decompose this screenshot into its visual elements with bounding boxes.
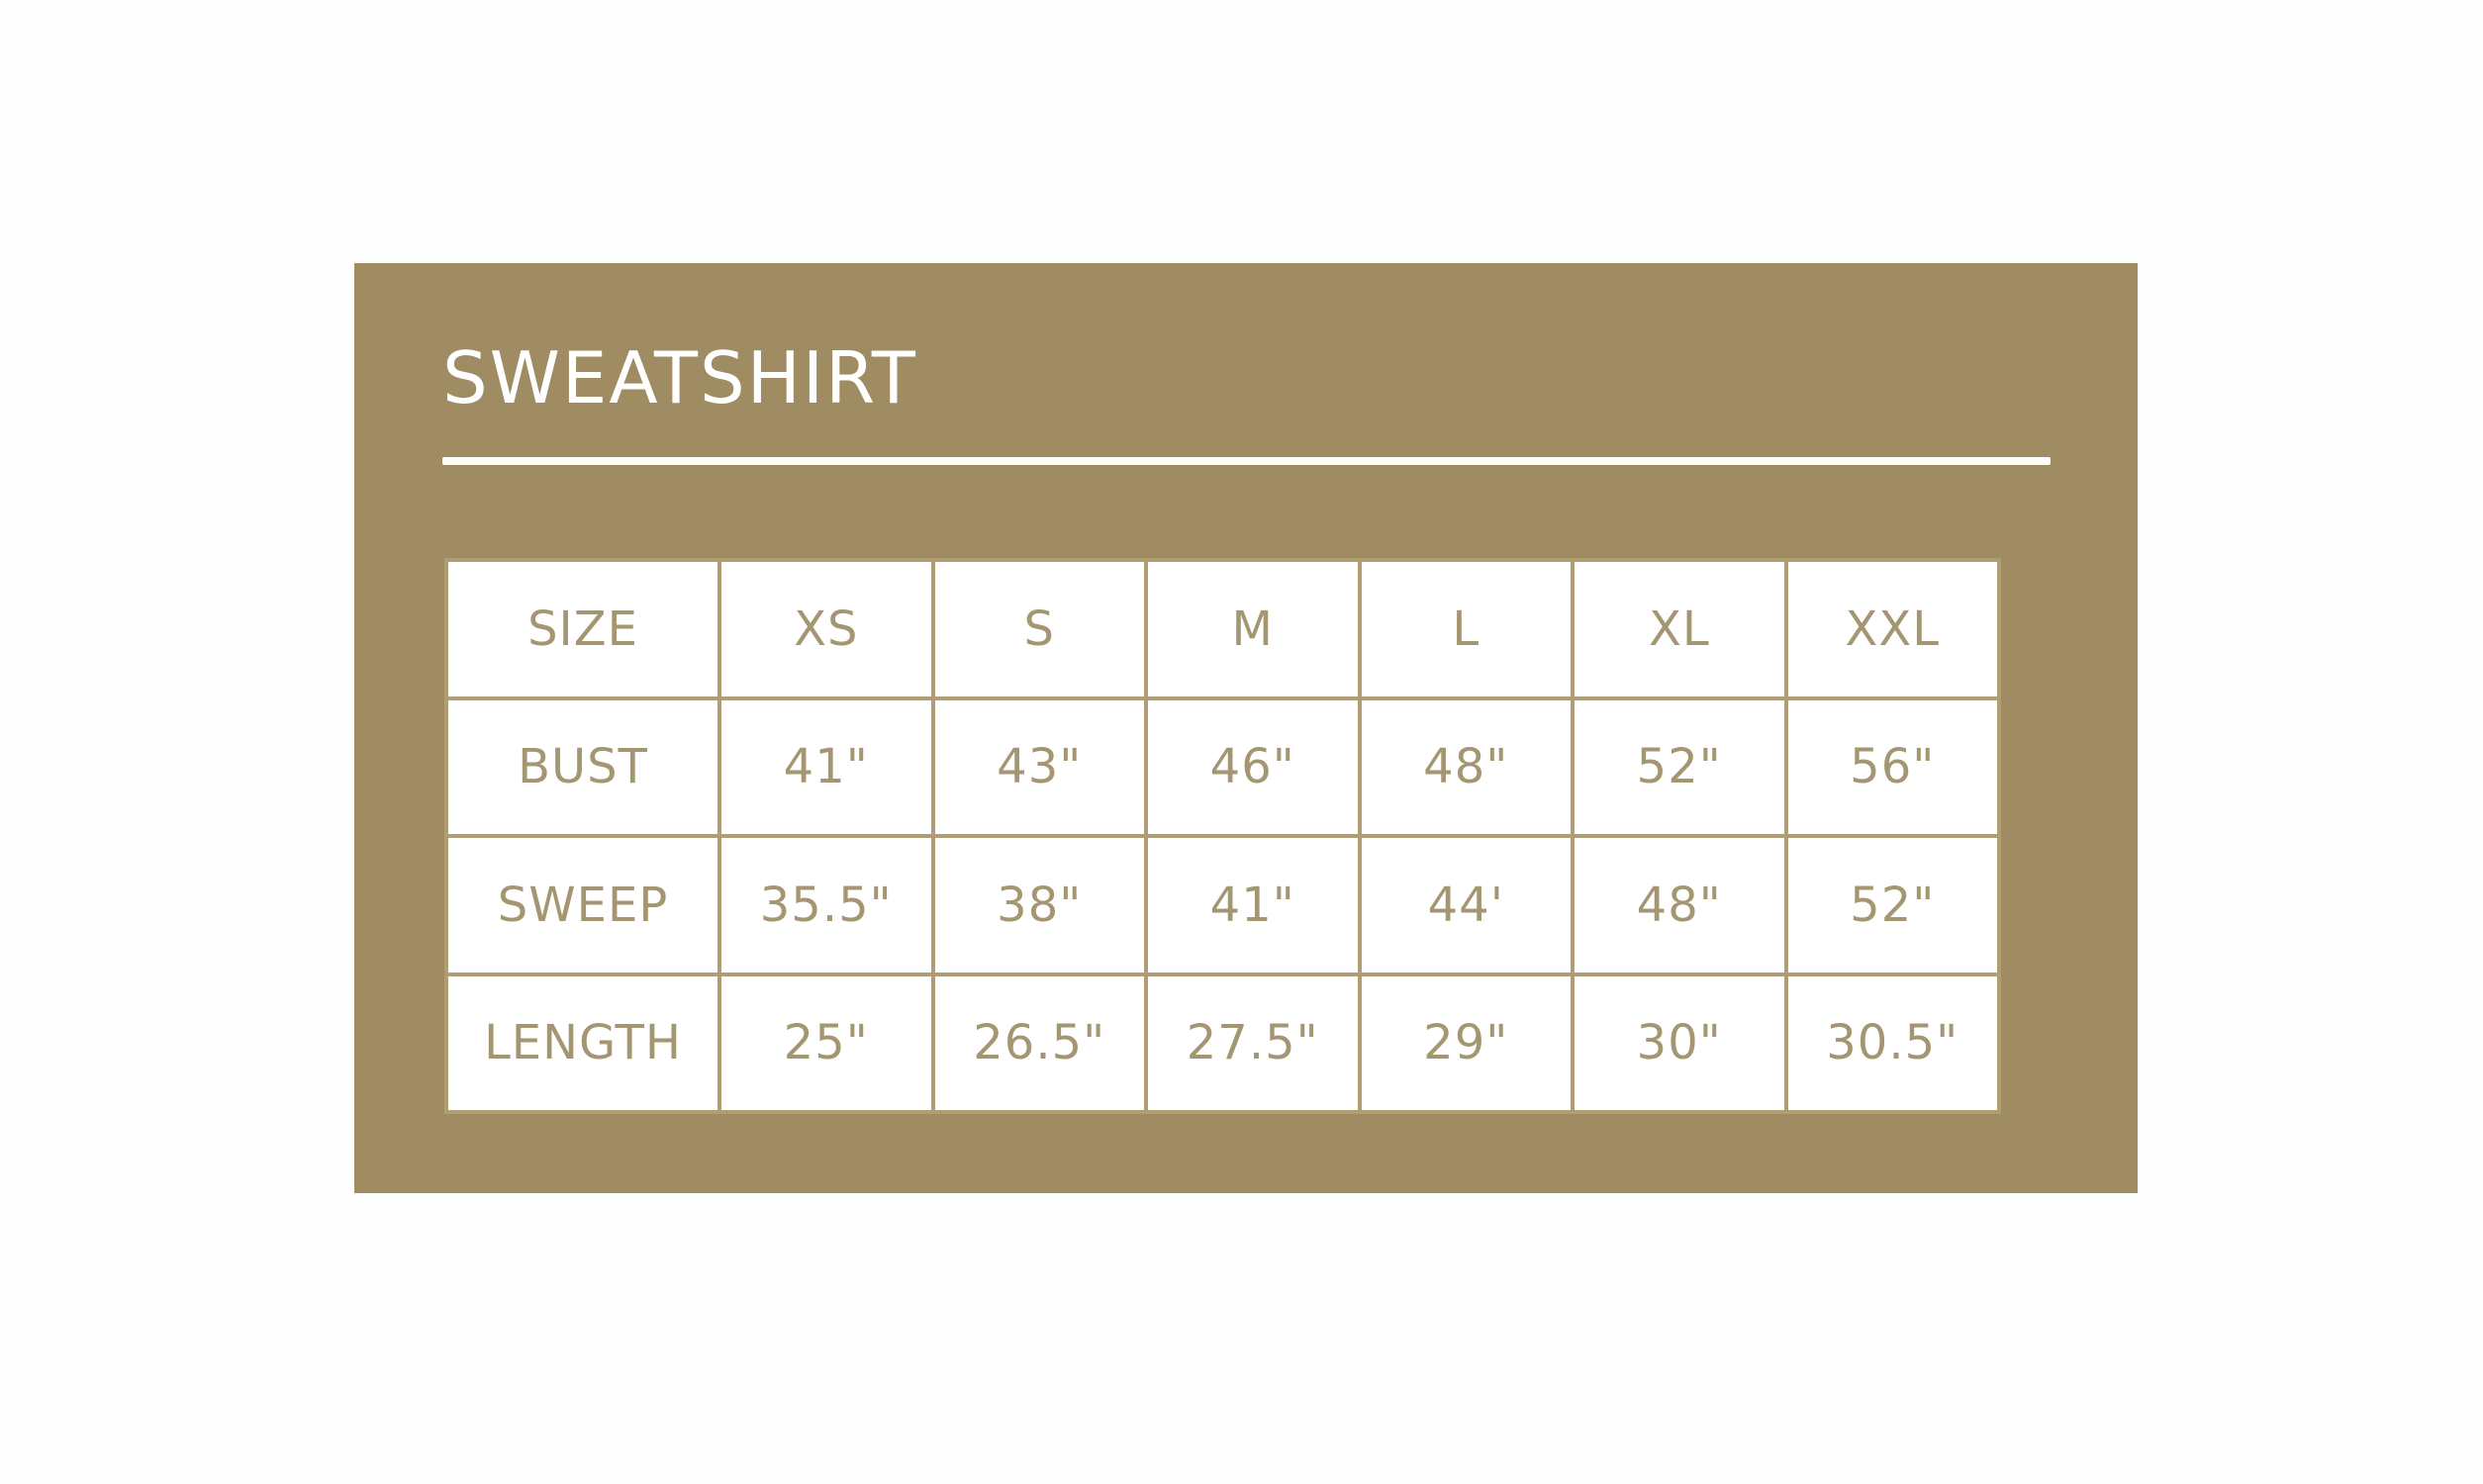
row-label-bust: BUST xyxy=(446,698,719,837)
row-label-length: LENGTH xyxy=(446,974,719,1113)
size-cell-l: L xyxy=(1360,560,1574,698)
row-label-size: SIZE xyxy=(446,560,719,698)
sweep-cell-s: 38" xyxy=(933,836,1147,974)
table-row-length xyxy=(446,974,1999,1113)
row-label-sweep: SWEEP xyxy=(446,836,719,974)
size-cell-xxl: XXL xyxy=(1786,560,2000,698)
length-cell-xxl: 30.5" xyxy=(1786,974,2000,1113)
table-row-size xyxy=(446,560,1999,698)
title-divider xyxy=(442,457,2051,465)
size-cell-xs: XS xyxy=(719,560,933,698)
length-cell-xs: 25" xyxy=(719,974,933,1113)
sweep-cell-xxl: 52" xyxy=(1786,836,2000,974)
size-chart-card xyxy=(354,263,2138,1193)
sweep-cell-xs: 35.5" xyxy=(719,836,933,974)
bust-cell-l: 48" xyxy=(1360,698,1574,837)
length-cell-xl: 30" xyxy=(1573,974,1786,1113)
size-cell-s: S xyxy=(933,560,1147,698)
length-cell-s: 26.5" xyxy=(933,974,1147,1113)
size-table xyxy=(444,558,2001,1114)
size-cell-xl: XL xyxy=(1573,560,1786,698)
sweep-cell-m: 41" xyxy=(1146,836,1360,974)
bust-cell-xl: 52" xyxy=(1573,698,1786,837)
table-row-bust xyxy=(446,698,1999,837)
bust-cell-s: 43" xyxy=(933,698,1147,837)
bust-cell-xs: 41" xyxy=(719,698,933,837)
sweep-cell-l: 44' xyxy=(1360,836,1574,974)
length-cell-l: 29" xyxy=(1360,974,1574,1113)
table-row-sweep xyxy=(446,836,1999,974)
sweep-cell-xl: 48" xyxy=(1573,836,1786,974)
bust-cell-xxl: 56" xyxy=(1786,698,2000,837)
length-cell-m: 27.5" xyxy=(1146,974,1360,1113)
bust-cell-m: 46" xyxy=(1146,698,1360,837)
chart-title: SWEATSHIRT xyxy=(442,336,917,419)
size-cell-m: M xyxy=(1146,560,1360,698)
